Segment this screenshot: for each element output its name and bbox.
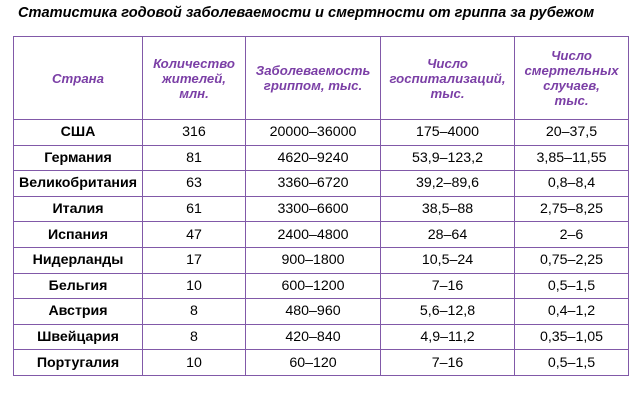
cell-incidence: 20000–36000 <box>246 120 381 146</box>
cell-incidence: 480–960 <box>246 299 381 325</box>
cell-incidence: 420–840 <box>246 324 381 350</box>
cell-country: Великобритания <box>14 171 143 197</box>
cell-country: Португалия <box>14 350 143 376</box>
cell-population: 8 <box>143 299 246 325</box>
cell-country: Бельгия <box>14 273 143 299</box>
table-row <box>14 247 629 273</box>
table-row <box>14 222 629 248</box>
cell-population: 316 <box>143 120 246 146</box>
cell-deaths: 0,5–1,5 <box>515 273 629 299</box>
table-row <box>14 196 629 222</box>
cell-deaths: 0,5–1,5 <box>515 350 629 376</box>
cell-country: Швейцария <box>14 324 143 350</box>
cell-hospitalizations: 4,9–11,2 <box>381 324 515 350</box>
cell-hospitalizations: 5,6–12,8 <box>381 299 515 325</box>
cell-country: Нидерланды <box>14 247 143 273</box>
table-row <box>14 145 629 171</box>
cell-incidence: 3360–6720 <box>246 171 381 197</box>
cell-hospitalizations: 53,9–123,2 <box>381 145 515 171</box>
header-incidence: Заболеваемость гриппом, тыс. <box>246 37 381 120</box>
cell-deaths: 0,75–2,25 <box>515 247 629 273</box>
header-population: Количество жителей, млн. <box>143 37 246 120</box>
cell-hospitalizations: 175–4000 <box>381 120 515 146</box>
cell-population: 61 <box>143 196 246 222</box>
table-row <box>14 324 629 350</box>
page-title: Статистика годовой заболеваемости и смертности от гриппа за рубежом <box>18 5 595 21</box>
table-row <box>14 350 629 376</box>
header-hospitalizations: Число госпитализаций, тыс. <box>381 37 515 120</box>
cell-country: США <box>14 120 143 146</box>
cell-country: Италия <box>14 196 143 222</box>
cell-incidence: 60–120 <box>246 350 381 376</box>
cell-hospitalizations: 7–16 <box>381 350 515 376</box>
cell-incidence: 3300–6600 <box>246 196 381 222</box>
cell-incidence: 2400–4800 <box>246 222 381 248</box>
cell-deaths: 3,85–11,55 <box>515 145 629 171</box>
table-body <box>14 120 629 376</box>
table-row <box>14 299 629 325</box>
cell-deaths: 0,8–8,4 <box>515 171 629 197</box>
cell-hospitalizations: 7–16 <box>381 273 515 299</box>
cell-deaths: 20–37,5 <box>515 120 629 146</box>
cell-country: Испания <box>14 222 143 248</box>
cell-population: 8 <box>143 324 246 350</box>
cell-hospitalizations: 39,2–89,6 <box>381 171 515 197</box>
cell-incidence: 900–1800 <box>246 247 381 273</box>
cell-deaths: 2–6 <box>515 222 629 248</box>
cell-population: 81 <box>143 145 246 171</box>
header-country: Страна <box>14 37 143 120</box>
table-row <box>14 171 629 197</box>
cell-hospitalizations: 38,5–88 <box>381 196 515 222</box>
cell-deaths: 0,35–1,05 <box>515 324 629 350</box>
cell-population: 10 <box>143 350 246 376</box>
cell-country: Австрия <box>14 299 143 325</box>
cell-deaths: 0,4–1,2 <box>515 299 629 325</box>
table-row <box>14 120 629 146</box>
table-row <box>14 273 629 299</box>
cell-population: 10 <box>143 273 246 299</box>
flu-statistics-table <box>13 36 629 376</box>
cell-incidence: 600–1200 <box>246 273 381 299</box>
cell-deaths: 2,75–8,25 <box>515 196 629 222</box>
cell-population: 17 <box>143 247 246 273</box>
cell-population: 47 <box>143 222 246 248</box>
cell-incidence: 4620–9240 <box>246 145 381 171</box>
cell-population: 63 <box>143 171 246 197</box>
cell-hospitalizations: 28–64 <box>381 222 515 248</box>
cell-country: Германия <box>14 145 143 171</box>
cell-hospitalizations: 10,5–24 <box>381 247 515 273</box>
header-deaths: Число смертельных случаев, тыс. <box>515 37 629 120</box>
table-header-row <box>14 37 629 120</box>
